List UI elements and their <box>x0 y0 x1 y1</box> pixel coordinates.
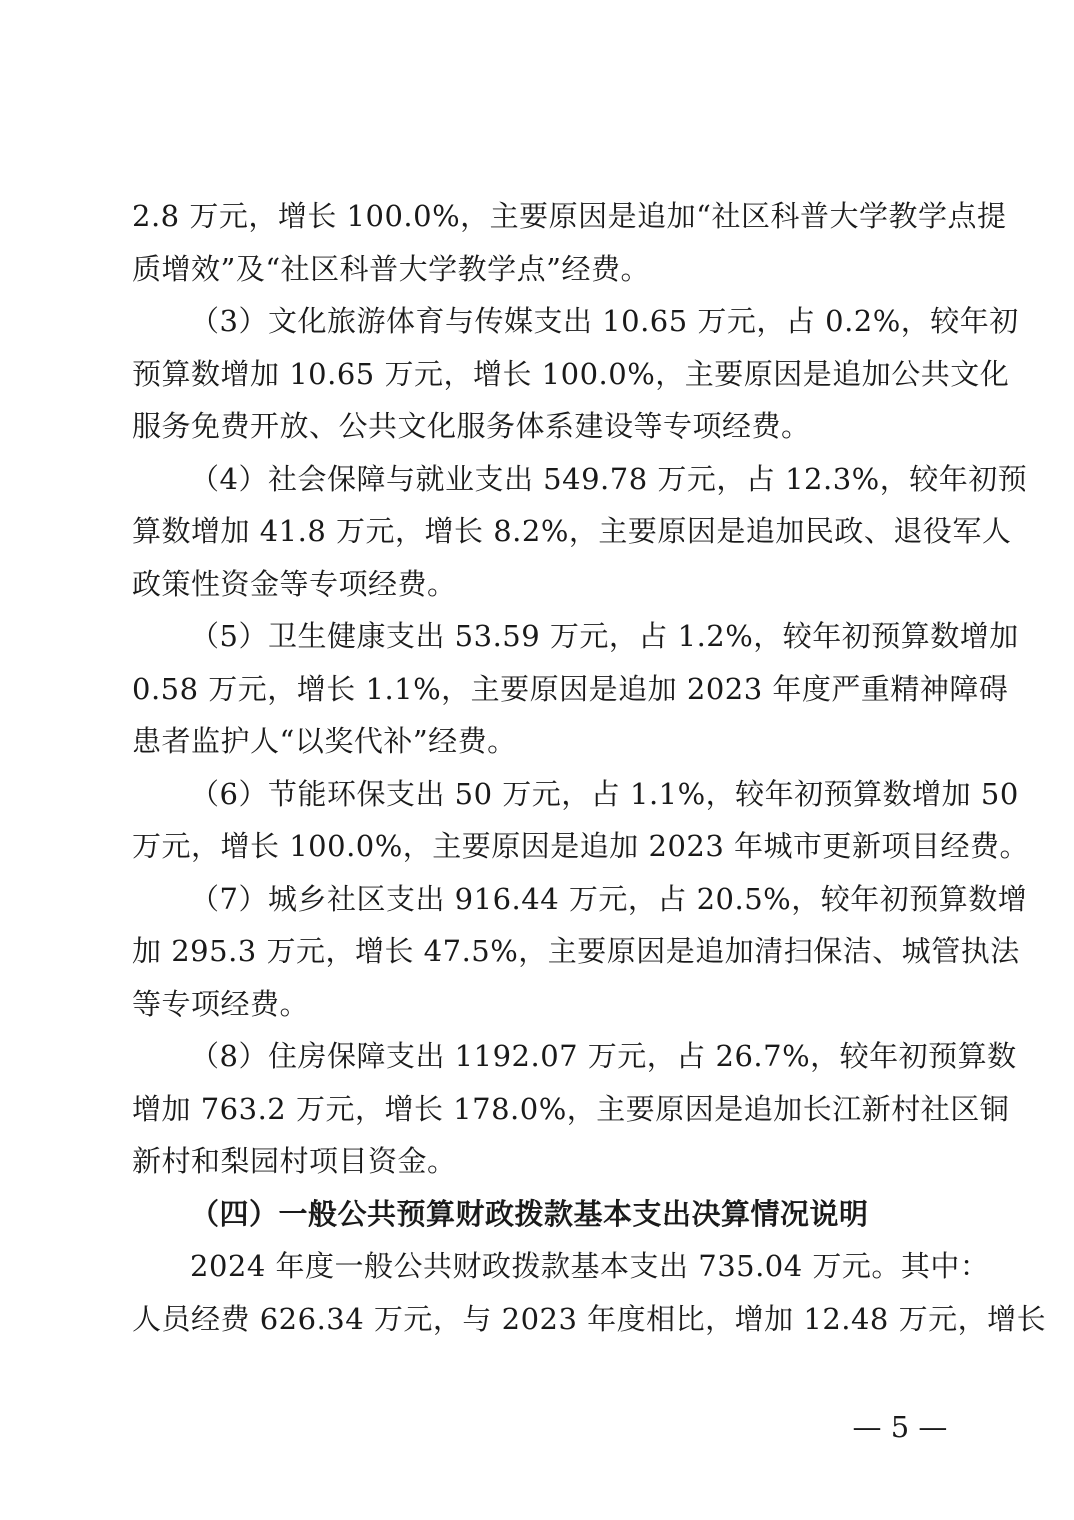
text-line: 加 295.3 万元，增长 47.5%，主要原因是追加清扫保洁、城管执法 <box>132 934 1020 968</box>
text-line: 预算数增加 10.65 万元，增长 100.0%，主要原因是追加公共文化 <box>132 356 1010 391</box>
text-line: （6）节能环保支出 50 万元，占 1.1%，较年初预算数增加 50 <box>190 776 1019 811</box>
text-line: （4）社会保障与就业支出 549.78 万元，占 12.3%，较年初预 <box>190 461 1028 496</box>
text-line: 0.58 万元，增长 1.1%，主要原因是追加 2023 年度严重精神障碍 <box>132 671 1009 706</box>
text-line: 2024 年度一般公共财政拨款基本支出 735.04 万元。其中： <box>190 1249 990 1283</box>
text-line: （8）住房保障支出 1192.07 万元，占 26.7%，较年初预算数 <box>190 1039 1017 1073</box>
paragraph-urban-community <box>132 873 1028 1031</box>
paragraph-culture-tourism <box>132 295 1019 453</box>
text-line: 患者监护人“以奖代补”经费。 <box>132 724 517 758</box>
paragraph-housing <box>132 1030 1017 1188</box>
text-line: 人员经费 626.34 万元，与 2023 年度相比，增加 12.48 万元，增长 <box>132 1301 1047 1336</box>
paragraph-science-funding <box>132 190 1007 295</box>
section-heading <box>132 1188 944 1241</box>
body-text <box>132 190 1047 1345</box>
paragraph-environment <box>132 768 1030 873</box>
text-line: 政策性资金等专项经费。 <box>132 566 457 601</box>
paragraph-social-security <box>132 453 1028 611</box>
text-line: （7）城乡社区支出 916.44 万元，占 20.5%，较年初预算数增 <box>190 881 1028 916</box>
text-line: 万元，增长 100.0%，主要原因是追加 2023 年城市更新项目经费。 <box>132 829 1030 863</box>
text-line: 增加 763.2 万元，增长 178.0%，主要原因是追加长江新村社区铜 <box>132 1091 1010 1126</box>
page-number: — 5 — <box>852 1410 948 1444</box>
paragraph-health <box>132 610 1019 768</box>
text-line: （5）卫生健康支出 53.59 万元，占 1.2%，较年初预算数增加 <box>190 619 1019 653</box>
heading-text: （四）一般公共预算财政拨款基本支出决算情况说明 <box>190 1196 869 1231</box>
text-line: 等专项经费。 <box>132 986 310 1021</box>
text-line: 2.8 万元，增长 100.0%，主要原因是追加“社区科普大学教学点提 <box>132 199 1007 233</box>
text-line: 算数增加 41.8 万元，增长 8.2%，主要原因是追加民政、退役军人 <box>132 514 1012 548</box>
text-line: 新村和梨园村项目资金。 <box>132 1144 457 1178</box>
text-line: 质增效”及“社区科普大学教学点”经费。 <box>132 251 650 286</box>
paragraph-basic-expenditure <box>132 1240 1047 1345</box>
text-line: 服务免费开放、公共文化服务体系建设等专项经费。 <box>132 409 811 443</box>
text-line: （3）文化旅游体育与传媒支出 10.65 万元，占 0.2%，较年初 <box>190 304 1019 338</box>
